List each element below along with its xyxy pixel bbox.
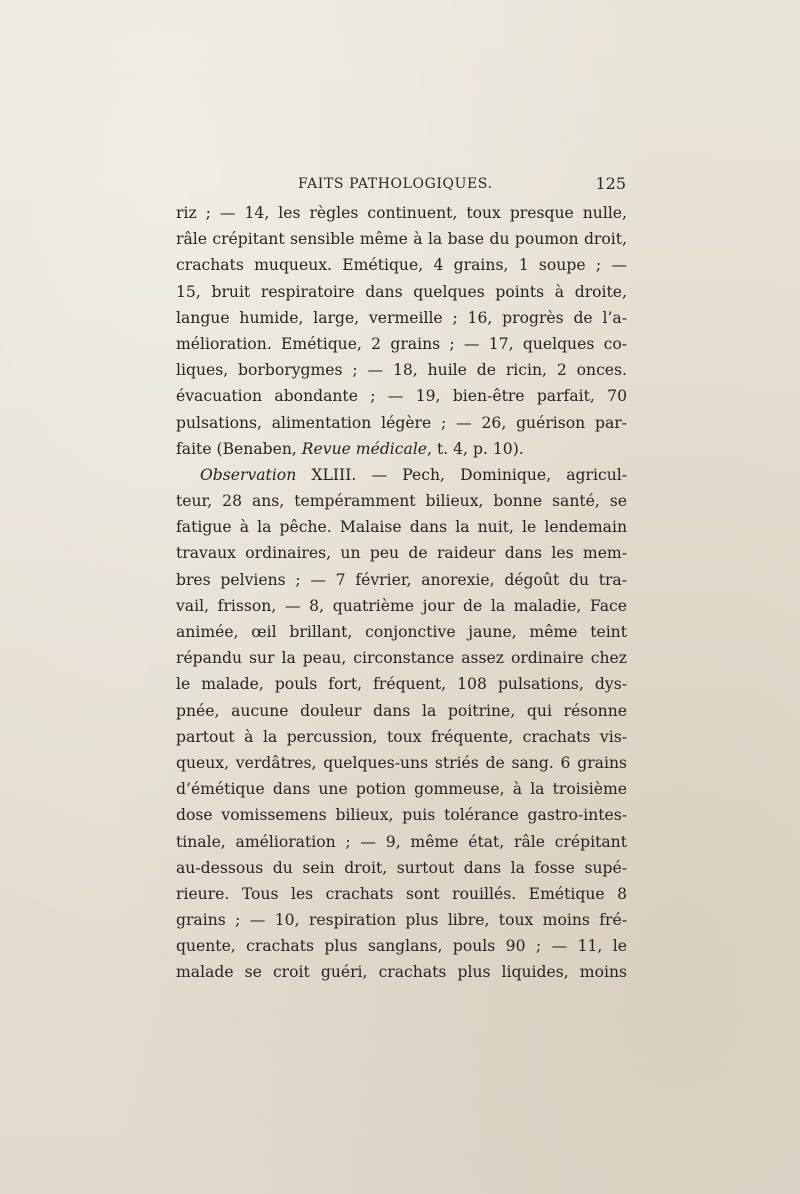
text-line: animée, œil brillant, conjonctive jaune, même teint [176,623,627,641]
text-line: pulsations, alimentation légère ; — 26, guérison par- [176,413,627,432]
running-head: FAITS PATHOLOGIQUES. [298,176,493,192]
text-line: dose vomissemens bilieux, puis tolérance gastro-intes- [176,806,627,825]
text-line: faite (Benaben, Revue médicale, t. 4, p. 10). [176,439,524,458]
text-line: rieure. Tous les crachats sont rouillés. Emétique 8 [176,884,627,903]
italic-phrase: Revue médicale [301,439,428,458]
text-line: quente, crachats plus sanglans, pouls 90 ; — 11, le [176,937,627,956]
text-line: liques, borborygmes ; — 18, huile de ricin, 2 onces. [176,361,627,380]
text-line: malade se croit guéri, crachats plus liquides, moins [176,963,627,982]
text-line: crachats muqueux. Emétique, 4 grains, 1 soupe ; — [176,256,627,275]
body-text [176,200,627,986]
text-line: partout à la percussion, toux fréquente, crachats vis- [176,727,627,746]
text-line: bres pelviens ; — 7 février, anorexie, dégoût du tra- [176,570,627,589]
text-line: le malade, pouls fort, fréquent, 108 pulsations, dys- [176,675,627,694]
text-line: d’émétique dans une potion gommeuse, à la troisième [176,780,627,799]
text-line: tinale, amélioration ; — 9, même état, râle crépitant [176,832,627,851]
italic-phrase: Observation [200,465,297,484]
text-line: répandu sur la peau, circonstance assez ordinaire chez [176,649,627,668]
text-line: riz ; — 14, les règles continuent, toux presque nulle, [176,204,627,222]
text-line: langue humide, large, vermeille ; 16, progrès de l’a- [176,308,627,327]
text-line: fatigue à la pêche. Malaise dans la nuit, le lendemain [176,518,627,537]
text-line: vail, frisson, — 8, quatrième jour de la maladie, Face [176,596,627,615]
text-line: mélioration. Emétique, 2 grains ; — 17, quelques co- [176,334,627,353]
page-header [198,172,626,196]
text-line: grains ; — 10, respiration plus libre, toux moins fré- [176,911,627,930]
text-line: évacuation abondante ; — 19, bien-être parfait, 70 [176,387,627,406]
page-number: 125 [595,174,626,193]
text-line: teur, 28 ans, tempéramment bilieux, bonne santé, se [176,492,627,511]
text-line: travaux ordinaires, un peu de raideur dans les mem- [176,544,627,563]
text-line: râle crépitant sensible même à la base du poumon droit, [176,230,627,249]
text-line: queux, verdâtres, quelques-uns striés de sang. 6 grains [176,753,627,772]
text-line: Observation XLIII. — Pech, Dominique, agricul- [200,465,627,484]
text-line: pnée, aucune douleur dans la poitrine, qui résonne [176,701,627,720]
text-line: 15, bruit respiratoire dans quelques points à droite, [176,282,627,301]
text-line: au-dessous du sein droit, surtout dans la fosse supé- [176,858,627,877]
